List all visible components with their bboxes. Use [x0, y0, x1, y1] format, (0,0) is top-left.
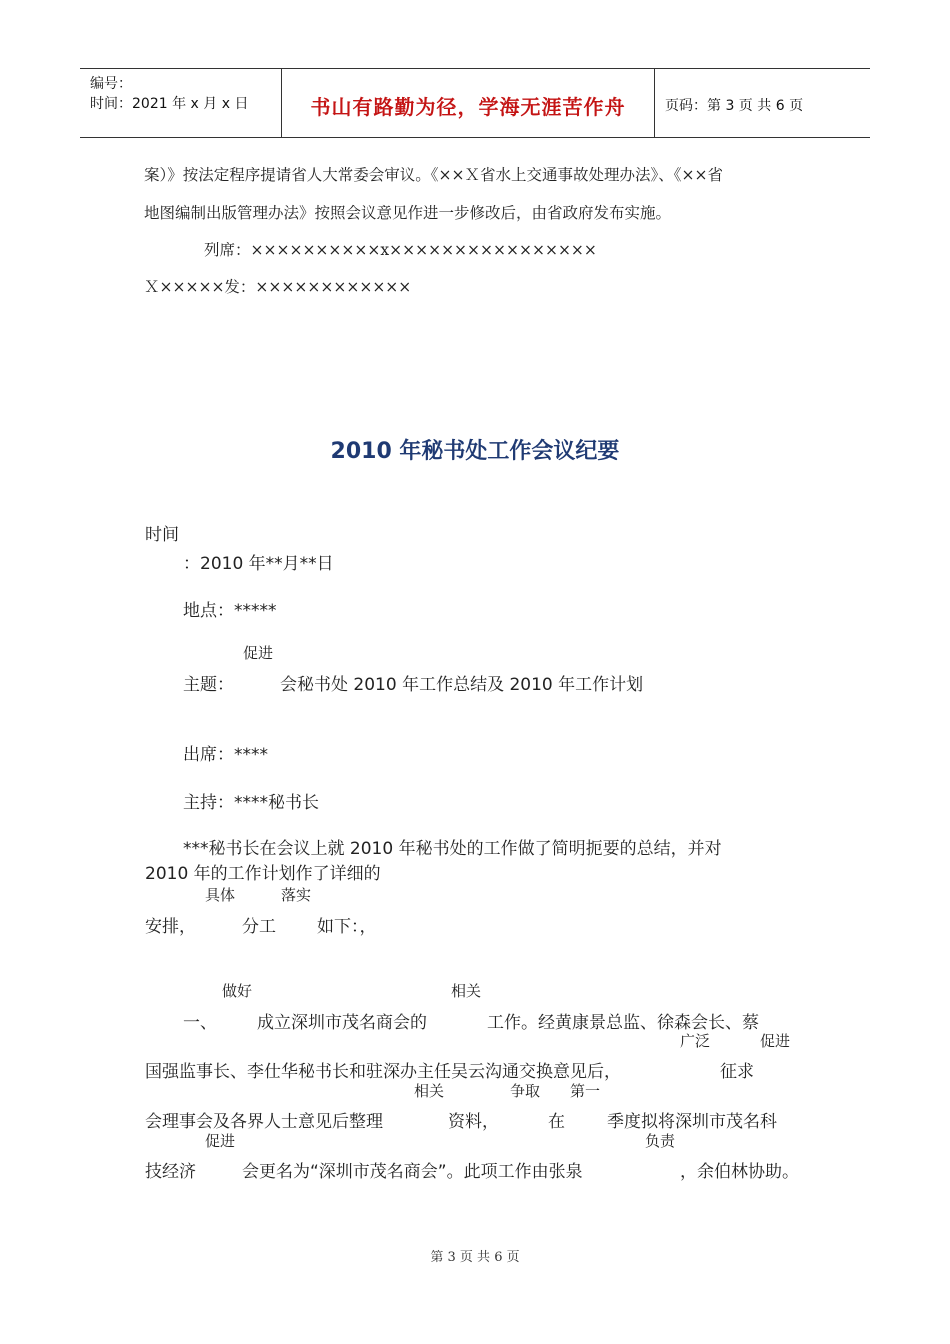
ruby-related-1: 相关 [451, 982, 482, 1000]
item1-number: 一、 [183, 1013, 217, 1033]
item1-line-2b: 征求 [720, 1062, 754, 1082]
page-footer: 第 3 页 共 6 页 [430, 1250, 520, 1265]
header-table [80, 68, 870, 138]
time-value: ：2010 年**月**日 [183, 554, 334, 574]
prev-line-3: 列席：××××××××××x×××××××××××××××× [204, 241, 597, 259]
header-left-cell [80, 69, 282, 137]
ruby-implement: 落实 [281, 886, 312, 904]
para1-line-1: ***秘书长在会议上就 2010 年秘书处的工作做了简明扼要的总结，并对 [183, 839, 722, 859]
serial-label: 编号： [90, 76, 132, 92]
prev-line-4: Ｘ×××××发：×××××××××××× [144, 278, 412, 296]
ruby-promote-1: 促进 [243, 644, 274, 662]
prev-line-2: 地图编制出版管理办法》按照会议意见作进一步修改后，由省政府发布实施。 [144, 204, 672, 222]
item1-line-3c: 在 [548, 1112, 565, 1132]
para1-line-2: 2010 年的工作计划作了详细的 [145, 864, 381, 884]
item1-line-3b: 资料， [448, 1112, 499, 1132]
item1-line-4b: 会更名为“深圳市茂名商会”。此项工作由张泉 [242, 1162, 583, 1182]
time-heading: 时间 [145, 525, 179, 545]
ruby-promote-2: 促进 [760, 1032, 791, 1050]
para1-line-3c: 如下：， [317, 917, 377, 937]
item1-line-4a: 技经济 [145, 1162, 196, 1182]
ruby-related-2: 相关 [414, 1082, 445, 1100]
ruby-wide: 广泛 [680, 1032, 711, 1050]
para1-line-3b: 分工 [242, 917, 276, 937]
header-motto: 书山有路勤为径，学海无涯苦作舟 [310, 95, 626, 119]
host-line: 主持：****秘书长 [183, 793, 319, 813]
header-motto-cell [282, 69, 655, 137]
ruby-promote-3: 促进 [205, 1132, 236, 1150]
item1-line-2: 国强监事长、李仕华秘书长和驻深办主任吴云沟通交换意见后， [145, 1062, 621, 1082]
ruby-concrete: 具体 [205, 886, 236, 904]
theme-value: 会秘书处 2010 年工作总结及 2010 年工作计划 [280, 675, 644, 695]
para1-line-3a: 安排， [145, 917, 196, 937]
header-right-cell [655, 69, 870, 137]
ruby-first: 第一 [570, 1082, 601, 1100]
item1-text-a: 成立深圳市茂名商会的 [257, 1013, 427, 1033]
ruby-responsible: 负责 [645, 1132, 676, 1150]
ruby-do-well: 做好 [222, 982, 253, 1000]
doc-title: 2010 年秘书处工作会议纪要 [330, 439, 620, 464]
item1-text-b: 工作。经黄康景总监、徐森会长、蔡 [487, 1013, 759, 1033]
attend-line: 出席：**** [183, 745, 268, 765]
time-label: 时间：2021 年 x 月 x 日 [90, 96, 249, 112]
item1-line-4c: ，余伯林协助。 [680, 1162, 799, 1182]
header-page-info: 页码：第 3 页 共 6 页 [665, 98, 804, 114]
ruby-strive: 争取 [510, 1082, 541, 1100]
prev-line-1: 案）》按法定程序提请省人大常委会审议。《××Ｘ省水上交通事故处理办法》、《××省 [144, 166, 723, 184]
theme-label: 主题： [183, 675, 234, 695]
item1-line-3d: 季度拟将深圳市茂名科 [607, 1112, 777, 1132]
place-line: 地点：***** [183, 601, 277, 621]
item1-line-3a: 会理事会及各界人士意见后整理 [145, 1112, 383, 1132]
